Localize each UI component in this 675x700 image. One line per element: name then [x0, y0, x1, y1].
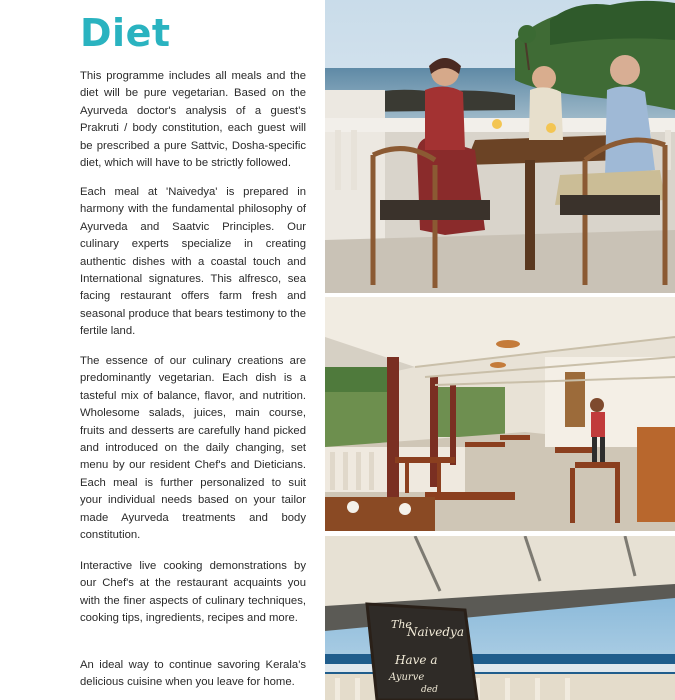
menu-board-line-5: ded [421, 685, 438, 695]
page-title: Diet [80, 11, 171, 55]
paragraph-programme: This programme includes all meals and the diet will be pure vegetarian. Based on the Ayurveda doctor's analysis of a guest's Prakruti / body constitution, each guest will be prescribed a pure Sattvic, Dosha-specific diet, which will have to be strictly followed. [80, 70, 306, 170]
text-column [80, 0, 306, 700]
photo-menu-board [325, 536, 675, 700]
paragraph-naivedya: Each meal at 'Naivedya' is prepared in harmony with the fundamental philosophy of Ayurveda and Saatvic Principles. Our culinary experts specialize in creating authentic dishes with a coastal touch and International signatures. This alfresco, sea facing restaurant offers farm fresh and seasonal produce that bears testimony to the fertile land. [80, 186, 306, 338]
photo-restaurant-interior [325, 297, 675, 531]
menu-board-line-3: Have a [395, 653, 438, 667]
paragraph-continue-savoring: An ideal way to continue savoring Kerala's delicious cuisine when you leave for home. [80, 659, 306, 689]
paragraph-essence: The essence of our culinary creations are predominantly vegetarian. Each dish is a tasteful mix of balance, flavor, and nutrition. Wholesome salads, juices, main course, fruits and desserts are carefully hand picked and introduced on the daily changing, set menu by our resident Chef's and Dieticians. Each meal is further personalized to suit your individual needs based on your tailor made Ayurveda treatments and body constitution. [80, 355, 306, 542]
menu-board-line-2: Naivedya [407, 625, 464, 639]
menu-board-line-1: The [391, 618, 412, 631]
paragraph-cooking-demos: Interactive live cooking demonstrations by our Chef's at the restaurant acquaints you with the finer aspects of culinary techniques, cooking tips, ingredients, recipes and more. [80, 560, 306, 625]
menu-board-line-4: Ayurve [389, 672, 425, 683]
photo-terrace-diners [325, 0, 675, 293]
